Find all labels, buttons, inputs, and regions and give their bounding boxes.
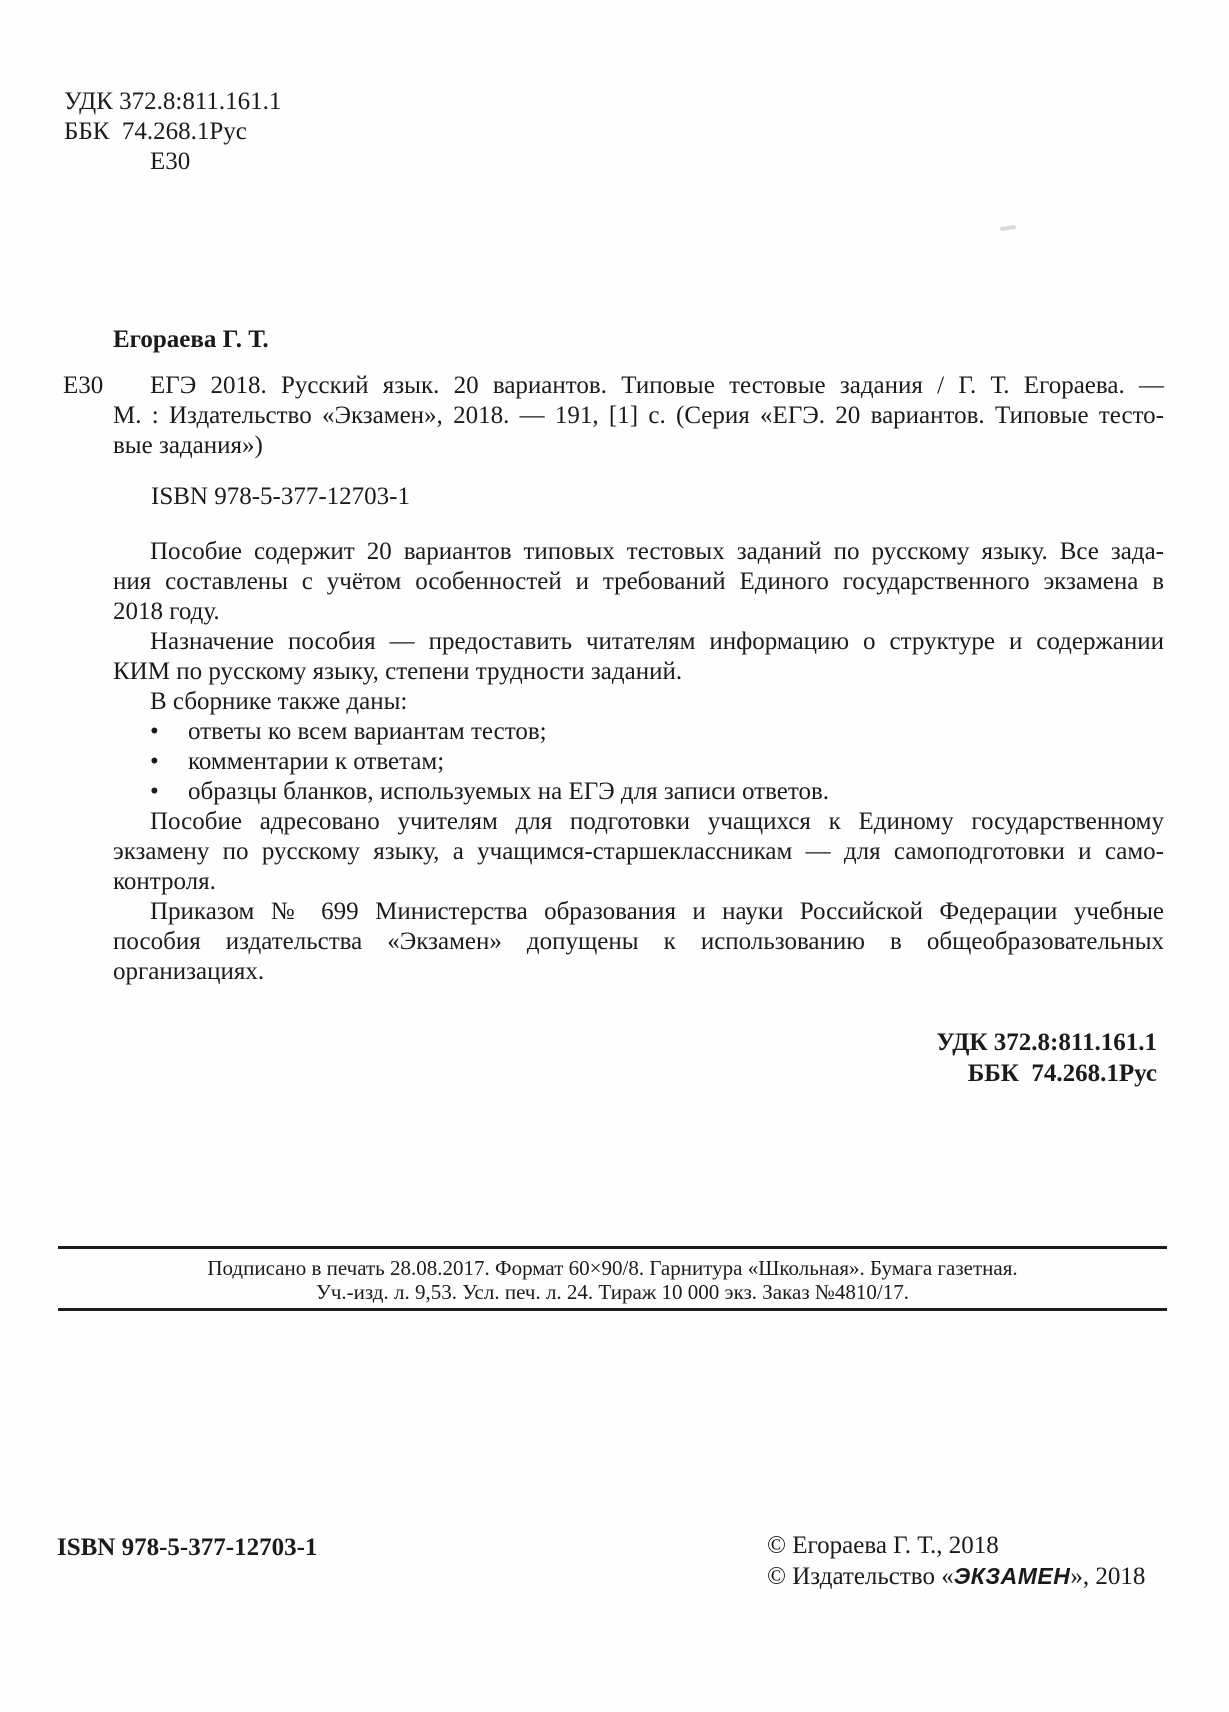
bullet-item xyxy=(113,777,1164,807)
text-line: Пособие адресовано учителям для подготовки учащихся к Единому государственному xyxy=(150,808,1164,835)
bottom-codes-block xyxy=(936,1027,1157,1089)
annotation-paragraph-5 xyxy=(113,897,1164,987)
catalog-entry-text xyxy=(113,371,1164,461)
copyright-publisher-prefix: © Издательство « xyxy=(767,1563,954,1590)
text-line: В сборнике также даны: xyxy=(150,688,408,715)
text-line: Пособие содержит 20 вариантов типовых тестовых заданий по русскому языку. Все зада- xyxy=(150,538,1164,565)
bullet-icon: • xyxy=(150,748,159,775)
bullet-item-text: комментарии к ответам; xyxy=(188,748,445,775)
bullet-list xyxy=(113,717,1164,807)
imprint-box xyxy=(58,1246,1167,1311)
bullet-item xyxy=(113,747,1164,777)
udk-code-line: УДК 372.8:811.161.1 xyxy=(64,88,282,115)
copyright-block xyxy=(767,1530,1145,1592)
text-line: 2018 году. xyxy=(113,598,220,625)
bullet-item-text: образцы бланков, используемых на ЕГЭ для записи ответов. xyxy=(188,778,830,805)
text-line: организациях. xyxy=(113,958,265,985)
copyright-line-publisher xyxy=(767,1561,1145,1592)
catalog-entry-code: Е30 xyxy=(63,372,104,399)
text-line: Приказом № 699 Министерства образования и науки Российской Федерации учебные xyxy=(150,898,1164,925)
isbn-line: ISBN 978-5-377-12703-1 xyxy=(151,483,411,510)
text-line: экзамену по русскому языку, а учащимся-старшеклассникам — для самоподготовки и само- xyxy=(113,838,1164,865)
imprint-line-2: Уч.-изд. л. 9,53. Усл. печ. л. 24. Тираж 10 000 экз. Заказ №4810/17. xyxy=(315,1280,910,1304)
copyright-publisher-suffix: », 2018 xyxy=(1070,1563,1146,1590)
text-line: М. : Издательство «Экзамен», 2018. — 191, [1] с. (Серия «ЕГЭ. 20 вариантов. Типовые тесто- xyxy=(113,402,1164,429)
imprint-line-1: Подписано в печать 28.08.2017. Формат 60×90/8. Гарнитура «Школьная». Бумага газетная. xyxy=(207,1256,1018,1280)
text-line: пособия издательства «Экзамен» допущены к использованию в общеобразовательных xyxy=(113,928,1164,955)
author-name: Егораева Г. Т. xyxy=(113,326,269,353)
annotation-block xyxy=(113,537,1164,987)
annotation-paragraph-3 xyxy=(113,687,1164,717)
author-sign-code: Е30 xyxy=(150,148,191,175)
bullet-item xyxy=(113,717,1164,747)
bullet-item-text: ответы ко всем вариантам тестов; xyxy=(188,718,547,745)
annotation-paragraph-4 xyxy=(113,807,1164,897)
copyright-line-author: © Егораева Г. Т., 2018 xyxy=(767,1532,999,1559)
text-line: вые задания») xyxy=(113,432,263,459)
text-line: ЕГЭ 2018. Русский язык. 20 вариантов. Типовые тестовые задания / Г. Т. Егораева. — xyxy=(150,372,1164,399)
catalog-entry xyxy=(63,371,1164,461)
publisher-brand: ЭКЗАМЕН xyxy=(953,1563,1071,1589)
text-line: Назначение пособия — предоставить читателям информацию о структуре и содержании xyxy=(150,628,1164,655)
top-codes-block xyxy=(64,87,281,177)
bullet-icon: • xyxy=(150,778,159,805)
bbk-code-line: ББК 74.268.1Рус xyxy=(64,118,247,145)
footer-isbn: ISBN 978-5-377-12703-1 xyxy=(57,1534,318,1561)
text-line: КИМ по русскому языку, степени трудности заданий. xyxy=(113,658,683,685)
text-line: контроля. xyxy=(113,868,216,895)
bullet-icon: • xyxy=(150,718,159,745)
bbk-code-line: ББК 74.268.1Рус xyxy=(967,1060,1157,1087)
udk-code-line: УДК 372.8:811.161.1 xyxy=(936,1029,1157,1056)
annotation-paragraph-1 xyxy=(113,537,1164,627)
scan-artifact xyxy=(1000,225,1016,231)
text-line: ния составлены с учётом особенностей и требований Единого государственного экзамена в xyxy=(113,568,1164,595)
annotation-paragraph-2 xyxy=(113,627,1164,687)
